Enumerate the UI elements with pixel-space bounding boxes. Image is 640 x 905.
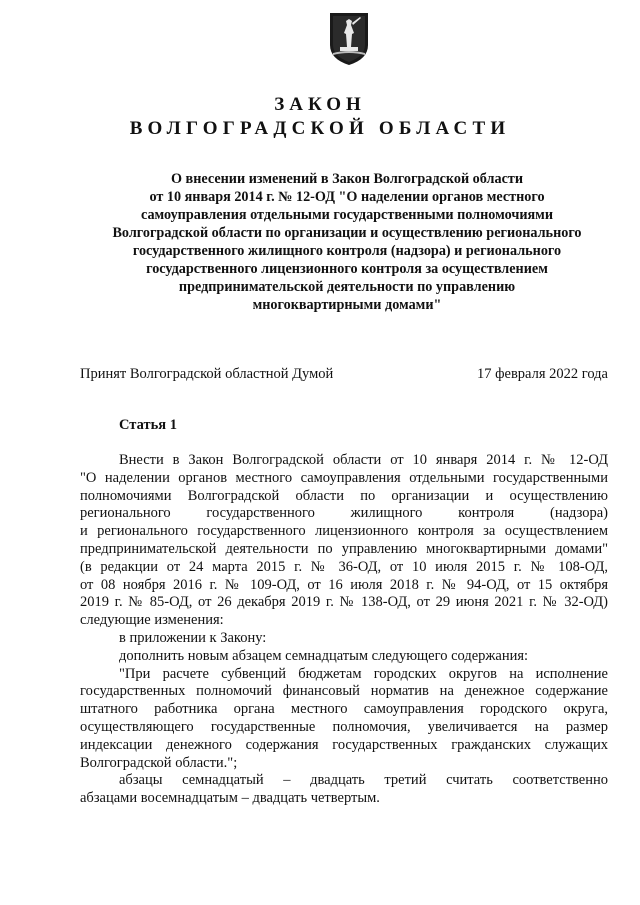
- law-heading: [80, 170, 614, 314]
- law-title: ЗАКОН: [274, 94, 366, 115]
- adoption-date: 17 февраля 2022 года: [476, 366, 608, 382]
- heading-line: предпринимательской деятельности по управлению: [178, 279, 516, 295]
- body-line: государственных полномочий финансовый норматив на денежное содержание: [80, 683, 608, 700]
- heading-line: государственного жилищного контроля (надзора) и регионального: [132, 243, 562, 259]
- adopted-by: Принят Волгоградской областной Думой: [80, 366, 334, 382]
- body-line: Внести в Закон Волгоградской области от 10 января 2014 г. № 12-ОД: [119, 452, 608, 468]
- body-line: индексации денежного содержания государственных гражданских служащих: [80, 736, 608, 753]
- body-line: от 08 ноября 2016 г. № 109-ОД, от 16 июля 2018 г. № 94-ОД, от 15 октября: [80, 576, 608, 593]
- body-line: дополнить новым абзацем семнадцатым следующего содержания:: [119, 647, 529, 664]
- body-line: и регионального государственного лицензионного контроля за осуществлением: [80, 523, 608, 540]
- heading-line: государственного лицензионного контроля за осуществлением: [146, 261, 548, 277]
- body-line: абзацы семнадцатый – двадцать третий считать соответственно: [119, 772, 608, 789]
- body-line: предпринимательской деятельности по управлению многоквартирными домами": [80, 540, 608, 557]
- body-line: абзацами восемнадцатым – двадцать четвертым.: [80, 790, 380, 807]
- body-line: Волгоградской области.";: [80, 754, 238, 771]
- body-line: "О наделении органов местного самоуправления отдельными государственными: [80, 469, 608, 486]
- article-title: Статья 1: [119, 417, 177, 433]
- body-line: полномочиями Волгоградской области по организации и осуществлению: [80, 487, 608, 504]
- heading-line: многоквартирными домами": [252, 297, 442, 313]
- heading-line: самоуправления отдельными государственными полномочиями: [140, 207, 554, 223]
- body-line: осуществляющего государственные полномочия, увеличивается на размер: [80, 718, 608, 735]
- adoption-line: [80, 365, 608, 383]
- heading-line: Волгоградской области по организации и осуществлению регионального: [112, 225, 582, 241]
- heading-line: от 10 января 2014 г. № 12-ОД "О наделении органов местного: [149, 189, 545, 205]
- law-subtitle: ВОЛГОГРАДСКОЙ ОБЛАСТИ: [129, 118, 511, 139]
- body-line: в приложении к Закону:: [119, 629, 267, 646]
- body-line: штатного работника органа местного самоуправления городского округа,: [80, 701, 608, 718]
- body-line: следующие изменения:: [80, 612, 224, 629]
- body-line: 2019 г. № 85-ОД, от 26 декабря 2019 г. № 138-ОД, от 29 июня 2021 г. № 32-ОД): [80, 594, 608, 611]
- body-line: "При расчете субвенций бюджетам городских округов на исполнение: [119, 665, 608, 682]
- body-line: регионального государственного жилищного контроля (надзора): [80, 505, 608, 522]
- article-body: [80, 452, 608, 808]
- body-line: (в редакции от 24 марта 2015 г. № 36-ОД, от 10 июля 2015 г. № 108-ОД,: [80, 558, 608, 575]
- coat-of-arms-emblem: [327, 11, 371, 67]
- heading-line: О внесении изменений в Закон Волгоградской области: [170, 171, 524, 187]
